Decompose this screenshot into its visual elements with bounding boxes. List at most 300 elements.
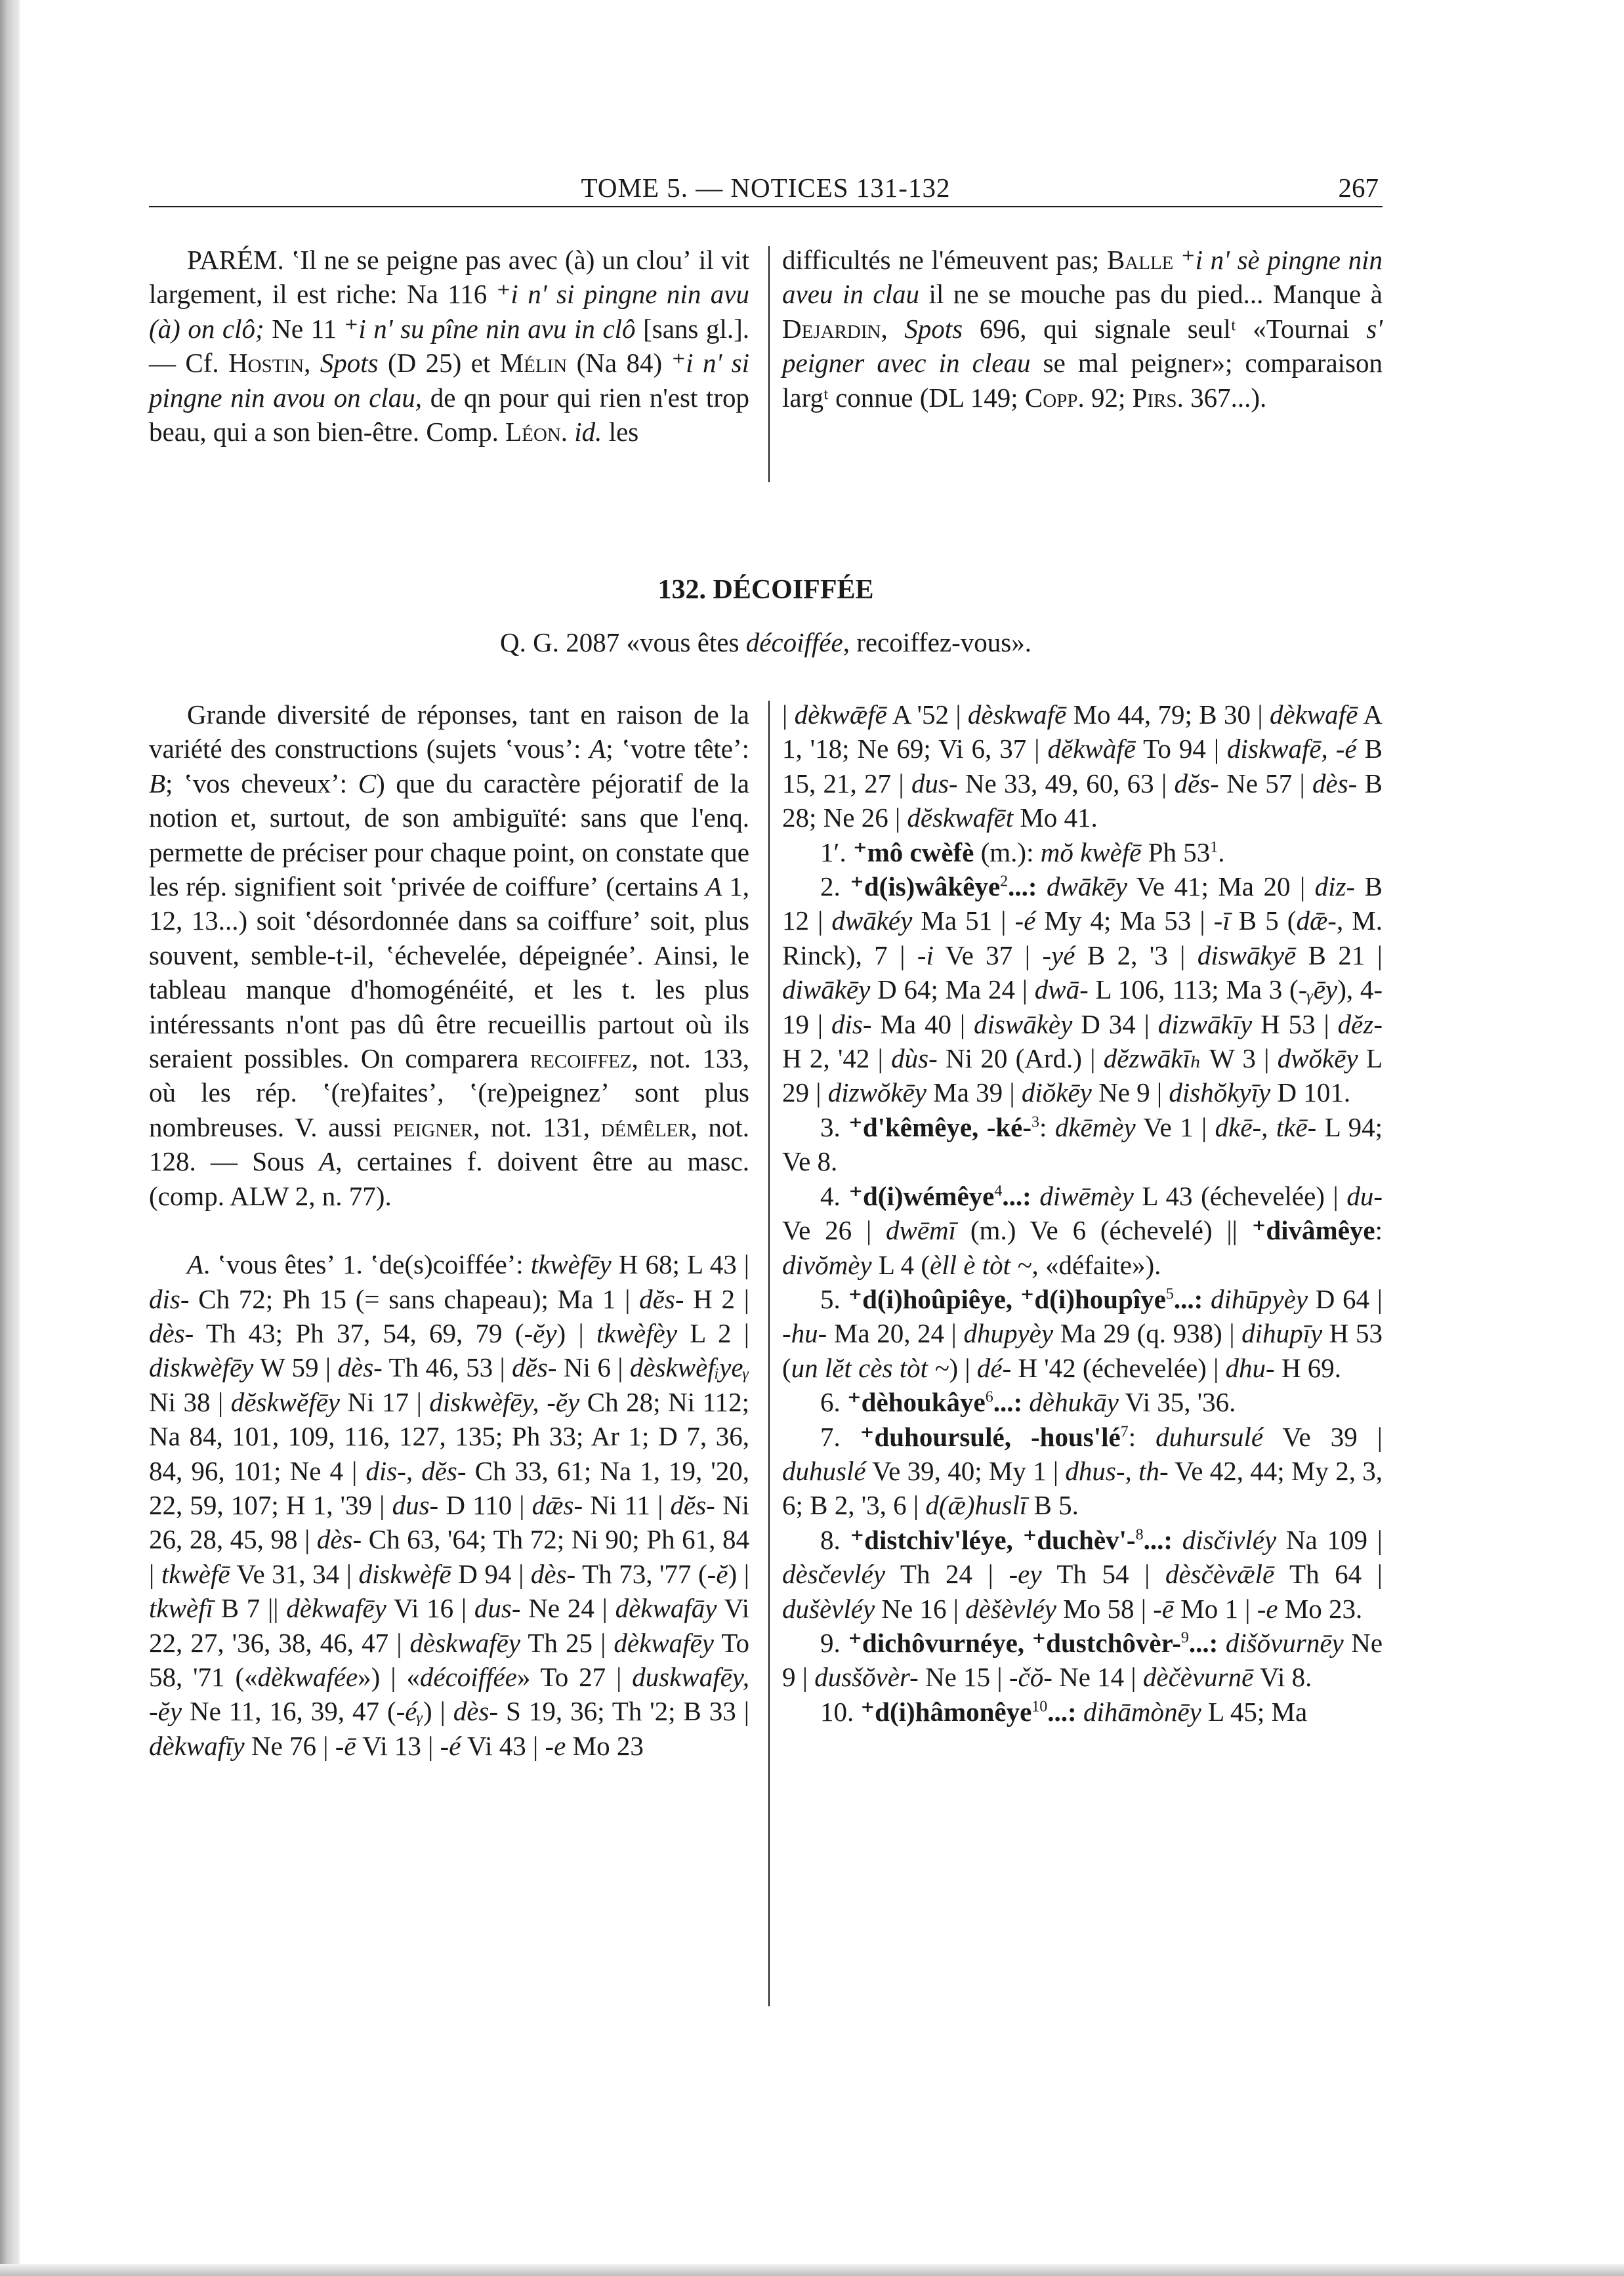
text-span: , [304,348,320,379]
text-span: ) | [728,1558,749,1589]
entry-headword: ⁺dèhoukâye [847,1387,986,1418]
entry-headword-dots: ...: [1173,1283,1211,1314]
text-span: Ch 63, '64; Th 72; Ni 90; Ph 61, 84 | [149,1524,749,1589]
dialect-form: dèkwafē [1269,699,1358,730]
dialect-form: diswākèy [974,1008,1073,1039]
text-span: Th 54 | [1041,1559,1165,1590]
dialect-form: dhupyèy [963,1318,1054,1349]
work-title: Spots [904,313,963,344]
text-span: Grande diversité de réponses, tant en raison de la variété des constructions (sujets ʽvousʼ: [149,699,749,764]
entry-headword-dots: ...: [1008,871,1037,902]
dialect-form: dèsčevléy [782,1559,886,1590]
text-span: ) | [423,1696,453,1727]
text-span: L 45; Ma [1201,1696,1308,1727]
text-span: Mo 23. [1278,1593,1363,1624]
text-span: L 94; Ve 8. [782,1111,1383,1177]
text-span: Ma 51 | [912,905,1015,936]
dialect-form: un lĕt cès tòt ~ [791,1352,949,1383]
text-span: , certaines f. doivent être au masc. (comp. ALW 2, n. 77). [149,1146,749,1211]
entry-headword-dots: ...: [1188,1627,1226,1658]
entry-headword-dots: ...: [1047,1696,1083,1727]
text-span: Ne 16 | [875,1593,966,1624]
entry-headword: ⁺mô cwèfè [852,837,974,867]
text-span: ) | [556,1317,596,1348]
text-span: Ve 39, 40; My 1 | [865,1455,1066,1486]
text-span: Th 46, 53 | [382,1352,512,1383]
dialect-form: dèskwafēy [409,1627,521,1658]
dialect-form: dis- [149,1283,190,1314]
text-span: , M. Rinck), 7 | [782,905,1383,970]
dialect-form: dhus-, th- [1065,1455,1169,1486]
paragraph-gap [149,1213,749,1247]
text-span: B 2, '3 | [1075,940,1197,970]
author-name: Pirs [1132,382,1177,413]
entry-number: 10. [820,1696,861,1727]
footnote-ref: 8 [1135,1526,1144,1544]
text-span: 1, 12, 13...) soit ʽdésordonnée dans sa coiffureʼ soit, plus souvent, semble-t-il, ʽéchevelée, dépeignéeʼ. Ainsi, le tableau manque d'homogénéité, et les t. les plus intéressants n'ont pas dû être recueillis partout où ils seraient possibles. On comparera [149,871,750,1074]
dialect-form: dusšŏvèr- [814,1662,919,1693]
text-span: Ne 57 | [1218,768,1313,798]
dialect-form: diz- [1314,871,1356,902]
dialect-form: -ĕ [707,1558,728,1589]
dialect-form: dèčèvurnē [1142,1662,1254,1693]
author-name: Dejardin [782,313,881,344]
footnote-ref: 9 [1180,1629,1189,1647]
author-name: Léon [505,417,561,447]
text-span: se mal peigner»; comparaison largᵗ connue (DL 149; [782,348,1383,413]
text-span: , not. 133, où les rép. ʽ(re)faitesʼ, ʽ(re)peignezʼ sont plus nombreuses. V. aussi [149,1043,749,1142]
dialect-form: dizwākīy [1157,1008,1253,1039]
dialect-form: dĕs- [639,1283,684,1314]
text-span: : [1128,1421,1156,1452]
text-span: Ve 1 | [1135,1111,1215,1142]
text-span: Mo 58 | [1056,1593,1154,1624]
text-span: B 7 || [213,1593,287,1624]
text-span: Ve 26 | [782,1215,886,1246]
text-span: Mo 1 | [1174,1593,1257,1624]
footnote-ref: 1 [1210,838,1218,856]
dialect-form: divŏmèy [782,1249,872,1280]
text-span: Ne 24 | [520,1593,615,1624]
intro-paragraph [149,697,749,1213]
text-span: Ve 42, 44; My 2, 3, 6; B 2, '3, 6 | [782,1455,1383,1521]
dialect-form: dès- [337,1352,383,1383]
dialect-form: dès- [1312,768,1358,798]
dialect-form: d(ǣ)huslī [925,1490,1028,1521]
text-span: H 2 | [684,1283,749,1314]
footnote-ref: 6 [985,1388,993,1406]
text-span: . [560,417,575,447]
notice-heading: 132. DÉCOIFFÉE [657,575,874,605]
dialect-form: décoiffée [745,627,843,657]
dialect-form: dèkwafīy [149,1730,245,1761]
entry-headword-dots: ...: [1002,1180,1040,1211]
text-span: 696, qui signale seulᵗ «Tournai [963,313,1367,344]
dialect-form: -ĕy [524,1317,557,1348]
questionnaire-line [149,627,1383,658]
section-a-paragraph [149,1247,749,1763]
paragraph [149,243,749,449]
scan-edge-left [0,0,20,2276]
text-span: To 94 | [1135,734,1228,764]
footnote-ref: 5 [1165,1285,1174,1303]
dialect-form: diskwèfē [358,1558,451,1589]
text-span: L 2 | [677,1317,749,1348]
dialect-form: dǣ- [1296,905,1337,936]
dialect-form: diŏkēy [1021,1077,1092,1108]
dialect-form: dĕs- [1174,768,1219,798]
text-span [1037,871,1047,901]
author-name: Hostin [228,348,304,379]
section-letter: B [149,768,166,798]
dialect-form: dĕskwafēt [907,802,1014,833]
text-span: . 367...). [1176,382,1267,413]
entry-number: 1′. [820,837,853,867]
dialect-form: dwākēy [1047,871,1127,902]
text-span: H 53 | [1252,1008,1338,1039]
text-span: Ne 33, 49, 60, 63 | [957,768,1175,798]
text-span: Th 25 | [520,1627,614,1658]
dialect-form: dizwŏkēy [827,1077,927,1108]
entry-headword: ⁺duhoursulé, -hous'lé [860,1421,1121,1452]
text-span: Vi 8. [1253,1662,1312,1693]
dialect-form: diswākyē [1197,940,1297,970]
dialect-form: -éᵧ [396,1696,423,1727]
author-name: Copp [1024,382,1078,413]
dialect-form: tkwèfē [161,1558,230,1589]
dialect-form: dušèvléy [782,1593,875,1624]
dialect-form: dis-, dĕs- [365,1455,467,1486]
entry-1-prime [782,835,1383,869]
text-span: Ma 39 | [927,1077,1022,1108]
dialect-form: dĕz- [1337,1008,1383,1039]
text-span: W 3 | [1201,1043,1278,1074]
dialect-form: dèšèvléy [965,1593,1056,1624]
text-span: S 19, 36; Th '2; B 33 | [498,1696,749,1727]
dialect-form: duhuslé [782,1455,866,1486]
text-span: (Na 84) [567,348,672,379]
footnote-ref: 10 [1031,1698,1048,1716]
text-span: il ne se mouche pas du pied... Manque à [919,279,1383,310]
entry-number: 2. [820,871,850,902]
paragraph [782,697,1383,835]
text-span: W 59 | [253,1352,338,1383]
text-span: My 4; Ma 53 | [1035,905,1214,936]
text-span: Ma 40 | [871,1008,974,1039]
notice-131-proverb-left [149,243,749,492]
dialect-form: duskwafēy, -ĕy [149,1661,749,1727]
text-span: Ni 6 | [556,1352,630,1383]
text-span: Vi 22, 27, '36, 38, 46, 47 | [149,1593,750,1658]
dialect-form: dĕkwàfē [1047,734,1136,764]
section-letter: A [705,871,722,902]
dialect-form: dé- [976,1352,1012,1383]
text-span: H 69. [1274,1352,1342,1383]
running-title: TOME 5. — NOTICES 131-132 [581,173,951,203]
text-span: : [1375,1215,1383,1246]
dialect-form: èll è tòt ~, [930,1249,1039,1280]
dialect-form: diskwafē, -é [1227,734,1357,764]
text-span: Ne 11, 16, 39, 47 ( [182,1696,396,1727]
text-span: , recoiffez-vous». [843,627,1031,657]
dialect-form: dèskwafē [967,699,1067,730]
dialect-form: mŏ kwèfē [1040,837,1142,867]
text-span [1173,245,1181,275]
dialect-form: dus- [911,768,958,798]
text-span: Th 64 | [1274,1559,1383,1590]
text-span: Th 73, '77 ( [575,1558,707,1589]
dialect-form: tkwèfī [149,1593,213,1624]
notice-131-proverb-right [782,243,1383,492]
dialect-form: dèkwǣfē [794,699,887,730]
dialect-form: dihāmònēy [1083,1696,1201,1727]
work-title: Spots [320,348,379,379]
text-span: To 58, '71 (« [149,1627,749,1692]
dialect-form: ⁺i n' si pingne nin avu (à) on clô; [149,279,749,344]
dialect-form: dus- [474,1593,521,1624]
cross-reference: démêler [600,1111,691,1142]
entry-headword-dots: ...: [993,1387,1030,1418]
dialect-form: -e [545,1730,566,1761]
text-span: Ma 29 (q. 938) | [1053,1318,1242,1349]
dialect-form: -e [1257,1593,1278,1624]
text-span: ) que du caractère péjoratif de la notion et, surtout, de son ambiguïté: sans que l'enq. permette de préciser pour chaque point, on constate que les rép. signifient soit ʽprivée de coiffureʼ (certains [149,768,749,902]
text-span: les [602,417,639,447]
dialect-form: dĕzwākīₕ [1103,1043,1202,1074]
text-span: Ni 17 | [339,1386,430,1417]
entry-9 [782,1626,1383,1695]
text-span: Ni 38 | [149,1386,231,1417]
dialect-form: diskwèfēy, -ĕy [429,1386,580,1417]
paragraph [782,243,1383,415]
dialect-form: ⁺i n' su pîne nin avu in clô [344,313,636,344]
dialect-form: s' peigner avec in cleau [782,313,1383,379]
dialect-form: dès- [149,1317,194,1348]
dialect-form: ⁺i n' sè pingne nin aveu in clau [782,245,1383,310]
text-span: D 64; Ma 24 | [870,974,1035,1005]
cross-reference: recoiffez [530,1043,632,1074]
entry-headword: ⁺d(i)hoûpiêye, ⁺d(i)houpîye [848,1283,1166,1314]
section-letter: A [187,1249,204,1280]
text-span: Ve 31, 34 | [230,1558,359,1589]
dialect-form: dkēmèy [1054,1111,1136,1142]
text-span: H 2, '42 | [782,1043,892,1074]
text-span: , not. 131, [473,1111,601,1142]
dialect-form: dwā- [1034,974,1089,1005]
section-letter: C [358,768,377,798]
entry-headword: ⁺d(i)hâmonêye [860,1696,1032,1727]
dialect-form: -ē [1153,1593,1175,1624]
dialect-form: dùs- [891,1043,938,1074]
notice-132-left-column [149,697,749,2016]
dialect-form: -ē [335,1730,356,1761]
text-span: Ph 53 [1141,837,1211,867]
dialect-form: -é [440,1730,461,1761]
text-span: Mo 41. [1013,802,1098,833]
entry-headword: ⁺divâmêye [1251,1215,1375,1246]
dialect-form: dwākéy [831,905,913,936]
entry-headword: ⁺d'kêmêye, -ké- [848,1111,1032,1142]
text-span: ʽIl ne se peigne pas avec (à) un clouʼ il vit largement, il est riche: Na 116 [149,245,749,310]
dialect-form: dǣs- [531,1489,583,1520]
dialect-form: dès- [530,1558,576,1589]
dialect-form: dèhukāy [1029,1387,1119,1418]
text-span: (D 25) et [378,348,500,379]
dialect-form: dus- [392,1489,439,1520]
text-span: B 15, 21, 27 | [782,734,1383,798]
dialect-form: dihupīy [1241,1318,1323,1349]
footnote-ref: 3 [1031,1113,1040,1131]
text-span: [sans gl.]. — Cf. [149,313,749,379]
entry-5 [782,1282,1383,1385]
dialect-form: tkwèfēy [530,1249,612,1280]
entry-4 [782,1179,1383,1282]
text-span: Ve 39 | [1263,1421,1383,1452]
entry-number: 5. [820,1283,848,1314]
notice-132-right-column [782,697,1383,2016]
text-span: Ch 28; Ni 112; Na 84, 101, 109, 116, 127, 135; Ph 33; Ar 1; D 7, 36, 84, 96, 101; Ne 4 | [149,1386,749,1486]
entry-number: 4. [820,1180,849,1211]
footnote-ref: 4 [994,1182,1003,1200]
section-letter: A [589,734,606,764]
dialect-form: dèsčèvǣlē [1165,1559,1275,1590]
text-span: L 4 ( [871,1249,930,1280]
text-span: Ni 26, 28, 45, 98 | [149,1489,750,1555]
text-span: Ne 11 [264,313,344,344]
text-span: ; ʽvos cheveuxʼ: [165,768,358,798]
dialect-form: diwākēy [782,974,871,1005]
footnote-ref: 2 [1000,873,1009,890]
text-span: Vi 16 | [386,1593,474,1624]
text-span: ) | [949,1352,977,1383]
dialect-form: dès- [453,1696,499,1727]
text-span: B 28; Ne 26 | [782,768,1383,833]
text-span: ») | « [358,1661,420,1692]
dialect-form: ⁺i n' si pingne nin avou on clau, [149,348,749,413]
dialect-form: dèkwafāy [615,1593,717,1624]
entry-headword: ⁺d(is)wâkêye [850,871,1001,902]
text-span: L 29 | [782,1043,1383,1108]
dialect-form: disčivléy [1182,1524,1277,1555]
text-span: difficultés ne l'émeuvent pas; [782,245,1107,275]
text-span: Ch 33, 61; Na 1, 19, '20, 22, 59, 107; H 1, '39 | [149,1455,749,1520]
dialect-form: -hu- [782,1318,827,1349]
page-header [149,172,1383,207]
text-span: A 1, '18; Ne 69; Vi 6, 37 | [782,699,1383,764]
entry-2 [782,869,1383,1110]
dialect-form: dishŏkyīy [1169,1077,1271,1108]
text-span: . [1218,837,1225,867]
text-span: H '42 (échevelée) | [1011,1352,1226,1383]
dialect-form: duhursulé [1156,1421,1264,1452]
text-span: «défaite»). [1038,1249,1161,1280]
dialect-form: dèkwafée [257,1661,358,1692]
text-span: , [881,313,905,344]
dialect-form: dèskwèfᵢyeᵧ [629,1352,749,1383]
dialect-form: dĕs- [670,1489,715,1520]
text-span: : [1039,1111,1055,1142]
dialect-form: dèkwafēy [286,1593,386,1624]
entry-number: 7. [820,1421,860,1452]
dialect-form: du- [1346,1180,1383,1211]
text-span: Th 43; Ph 37, 54, 69, 79 ( [194,1317,524,1348]
text-span: | [782,699,795,730]
dialect-form: -čŏ- [1009,1662,1052,1693]
text-span: . 92; [1077,382,1133,413]
entry-headword: ⁺distchiv'léye, ⁺duchèv'- [850,1524,1136,1555]
text-span: L 106, 113; Ma 3 ( [1088,974,1299,1005]
text-span: D 101. [1270,1077,1351,1108]
text-span: Mo 23 [566,1730,644,1761]
dialect-form: dĕskwĕfēy [230,1386,340,1417]
text-span: H 68; L 43 | [611,1249,750,1280]
entry-headword-dots: ...: [1143,1524,1182,1555]
dialect-form: dis- [831,1008,872,1039]
scan-edge-bottom [0,2264,1624,2276]
text-span: Ve 41; Ma 20 | [1127,871,1315,902]
entry-number: 3. [820,1111,849,1142]
text-span: Vi 13 | [356,1730,440,1761]
text-span: Vi 35, '36. [1119,1387,1236,1418]
section-letter: A [319,1146,336,1177]
text-span: Ni 11 | [583,1489,671,1520]
text-span: Ma 20, 24 | [827,1318,964,1349]
dialect-form: dihūpyèy [1211,1283,1308,1314]
dialect-form: -ī [1213,905,1230,936]
entry-headword: ⁺dichôvurnéye, ⁺dustchôvèr- [848,1627,1181,1658]
dialect-form: dĕs- [512,1352,557,1383]
entry-number: 9. [820,1627,848,1658]
text-span: Q. G. 2087 «vous êtes [500,627,746,657]
text-span: Th 24 | [885,1559,1009,1590]
text-span: B 5. [1027,1490,1079,1521]
footnote-ref: 7 [1120,1422,1129,1440]
text-span: ), 4-19 | [782,974,1383,1039]
entry-headword: ⁺d(i)wémêye [848,1180,995,1211]
dialect-form: dišŏvurnēy [1225,1627,1344,1658]
text-span: L 43 (échevelée) | [1133,1180,1347,1211]
dialect-form: dwŏkēy [1277,1043,1358,1074]
text-span: Vi 43 | [461,1730,545,1761]
text-span: Ni 20 (Ard.) | [937,1043,1104,1074]
abbreviation: id. [574,417,602,447]
page-number: 267 [1338,173,1379,203]
text-span: , not. 128. — Sous [149,1111,749,1177]
text-span: Mo 44, 79; B 30 | [1066,699,1270,730]
dialect-form: dwēmī [886,1215,957,1246]
dialect-form: diwēmèy [1039,1180,1134,1211]
text-span: Ne 15 | [918,1662,1009,1693]
text-span: D 34 | [1072,1008,1158,1039]
text-span: A '52 | [886,699,968,730]
dialect-form: diskwèfēy [149,1352,254,1383]
text-span: B 12 | [782,871,1383,936]
text-span: de qn pour qui rien n'est trop beau, qui a son bien-être. Comp. [149,382,749,447]
author-name: Mélin [499,348,568,379]
entry-8 [782,1523,1383,1626]
text-span: B 21 | [1296,940,1383,970]
text-span: Ne 9 | [782,1627,1383,1693]
text-span: ; ʽvotre têteʼ: [606,734,749,764]
text-span: H 53 ( [782,1318,1383,1383]
entry-number: 8. [820,1524,850,1555]
dialect-form: -é [1014,905,1036,936]
text-span: » To 27 | [516,1661,633,1692]
text-span: (m.): [974,837,1041,867]
text-span: (m.) Ve 6 (échevelé) || [956,1215,1252,1246]
text-span: D 110 | [438,1489,532,1520]
dialect-form: -ey [1009,1559,1042,1590]
